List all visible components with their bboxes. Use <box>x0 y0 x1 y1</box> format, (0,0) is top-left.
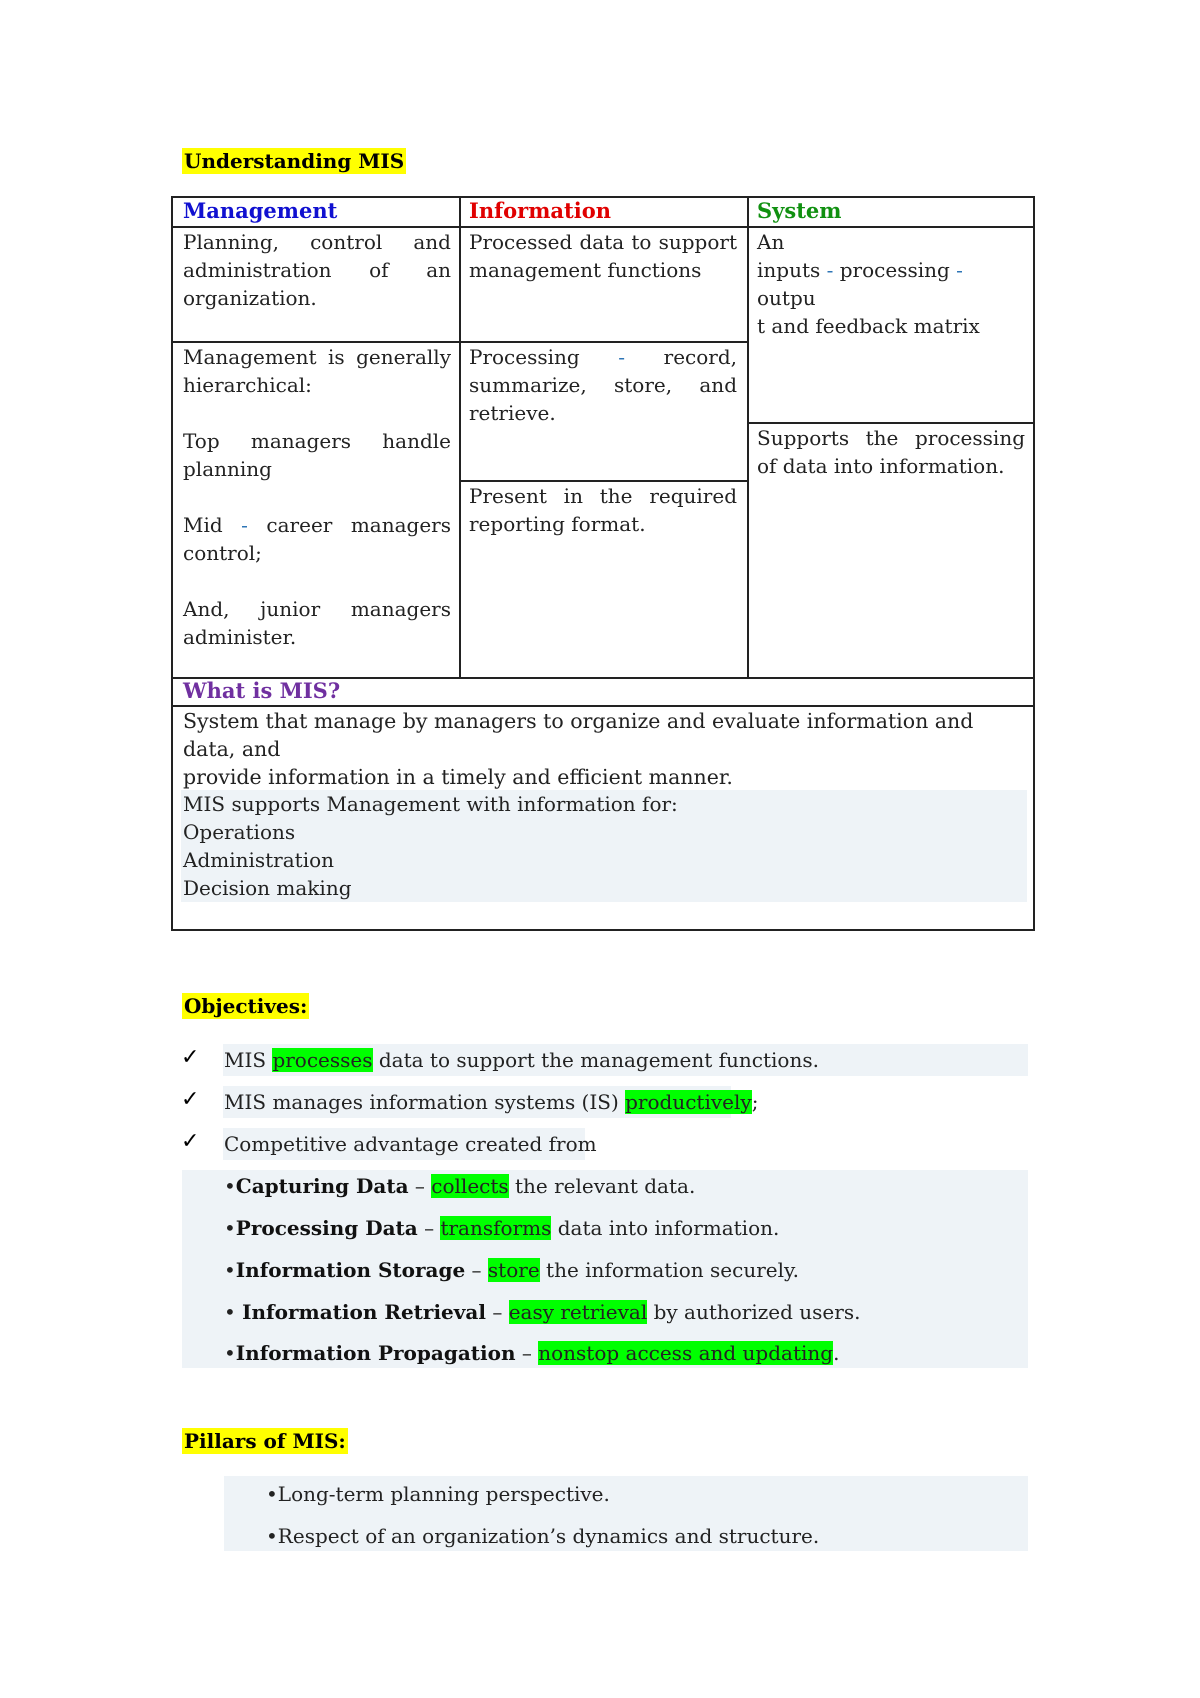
objective-text: ; <box>751 1090 759 1114</box>
system-definition <box>757 228 1027 340</box>
mis-supports-item: Administration <box>183 848 335 872</box>
management-p5: And, junior managers administer. <box>183 597 451 649</box>
system-p1-e: t and feedback matrix <box>757 314 980 338</box>
system-support <box>757 424 1025 480</box>
objective-text: Competitive advantage created from <box>224 1132 597 1156</box>
objective-text: MIS manages information systems (IS) <box>224 1090 626 1114</box>
subitem-title: Processing Data <box>235 1216 418 1240</box>
subitem-title: Capturing Data <box>235 1174 409 1198</box>
system-p1-line2 <box>757 256 1027 312</box>
objective-subitem <box>224 1339 839 1367</box>
objective-subitem <box>224 1298 860 1326</box>
subitem-text: data into information. <box>551 1216 780 1240</box>
pillar-text: Long-term planning perspective. <box>277 1482 610 1506</box>
subitem-text: . <box>833 1341 840 1365</box>
management-p2: Management is generally hierarchical: <box>183 345 451 397</box>
mis-supports-item: Operations <box>183 820 296 844</box>
information-p1: Processed data to support management functions <box>469 230 737 282</box>
system-p1-sep2: - <box>949 258 963 282</box>
subitem-text: the relevant data. <box>508 1174 696 1198</box>
objectives-heading <box>182 993 309 1019</box>
management-header: Management <box>183 198 338 223</box>
mis-supports-item: Decision making <box>183 876 352 900</box>
system-p1-sep1: - <box>820 258 840 282</box>
management-definition <box>183 228 451 312</box>
subitem-dash: – <box>465 1258 488 1282</box>
objective-text: data to support the management functions. <box>372 1048 819 1072</box>
check-icon: ✓ <box>181 1045 200 1070</box>
pillars-heading <box>182 1428 348 1454</box>
pillar-item <box>266 1522 819 1550</box>
information-definition <box>469 228 737 284</box>
bullet-icon: • <box>224 1174 236 1198</box>
management-p4-a: Mid <box>183 513 223 537</box>
information-header: Information <box>469 198 611 223</box>
mis-supports-list <box>183 790 1023 902</box>
bullet-icon: • <box>224 1258 236 1282</box>
information-p2 <box>469 343 737 427</box>
pillars-heading-text: Pillars of MIS: <box>184 1429 346 1453</box>
mis-table <box>171 196 1035 931</box>
information-p2-b: record, summarize, store, and retrieve. <box>469 345 737 425</box>
objective-item <box>224 1088 758 1116</box>
what-is-mis-definition <box>183 707 1027 791</box>
understanding-mis-text: Understanding MIS <box>184 149 405 173</box>
system-header: System <box>757 198 842 223</box>
information-reporting <box>469 482 737 538</box>
understanding-mis-heading <box>182 148 406 174</box>
subitem-dash: – <box>417 1216 441 1240</box>
management-p4 <box>183 511 451 567</box>
bullet-icon: • <box>224 1216 236 1240</box>
system-p1-d: outpu <box>757 286 816 310</box>
system-p1-a: An <box>757 230 785 254</box>
bullet-icon: • <box>266 1524 278 1548</box>
bullet-icon: • <box>266 1482 278 1506</box>
information-p3: Present in the required reporting format. <box>469 484 737 536</box>
table-divider <box>459 198 461 679</box>
management-p1: Planning, control and administration of an organization. <box>183 230 451 310</box>
objective-subitem <box>224 1214 779 1242</box>
system-p2: Supports the processing of data into information. <box>757 426 1025 478</box>
objectives-heading-text: Objectives: <box>184 994 308 1018</box>
pillar-item <box>266 1480 610 1508</box>
subitem-highlight: transforms <box>440 1216 552 1240</box>
subitem-dash: – <box>408 1174 432 1198</box>
objective-text: MIS <box>224 1048 273 1072</box>
subitem-dash: – <box>515 1341 539 1365</box>
objective-subitem <box>224 1172 695 1200</box>
management-p4-b: career managers control; <box>183 513 451 565</box>
system-p1-c: processing <box>839 258 950 282</box>
mis-supports-intro: MIS supports Management with information for: <box>183 792 678 816</box>
table-divider <box>747 198 749 679</box>
information-processing <box>469 343 737 427</box>
what-is-mis-header: What is MIS? <box>183 678 341 703</box>
objective-subitem <box>224 1256 799 1284</box>
objective-highlight: processes <box>272 1048 373 1072</box>
system-p1-b: inputs <box>757 258 821 282</box>
management-p4-sep: - <box>222 513 267 537</box>
objective-highlight: productively <box>625 1090 752 1114</box>
pillar-text: Respect of an organization’s dynamics and structure. <box>277 1524 820 1548</box>
information-p2-a: Processing <box>469 345 580 369</box>
management-hierarchy <box>183 343 451 651</box>
bullet-icon: • <box>224 1300 243 1324</box>
subitem-text: the information securely. <box>539 1258 799 1282</box>
bullet-icon: • <box>224 1341 236 1365</box>
subitem-highlight: store <box>487 1258 540 1282</box>
what-is-mis-line1: System that manage by managers to organize and evaluate information and data, and <box>183 709 974 761</box>
subitem-title: Information Storage <box>235 1258 466 1282</box>
subitem-title: Information Propagation <box>235 1341 516 1365</box>
subitem-highlight: nonstop access and updating <box>538 1341 834 1365</box>
what-is-mis-line2: provide information in a timely and efficient manner. <box>183 765 733 789</box>
check-icon: ✓ <box>181 1129 200 1154</box>
information-p2-sep: - <box>579 345 664 369</box>
subitem-dash: – <box>485 1300 509 1324</box>
subitem-title: Information Retrieval <box>242 1300 486 1324</box>
subitem-text: by authorized users. <box>647 1300 861 1324</box>
objective-item <box>224 1046 819 1074</box>
check-icon: ✓ <box>181 1087 200 1112</box>
mis-supports-box <box>181 790 1027 902</box>
objective-item <box>224 1130 597 1158</box>
management-p3: Top managers handle planning <box>183 429 451 481</box>
subitem-highlight: collects <box>431 1174 509 1198</box>
subitem-highlight: easy retrieval <box>508 1300 648 1324</box>
